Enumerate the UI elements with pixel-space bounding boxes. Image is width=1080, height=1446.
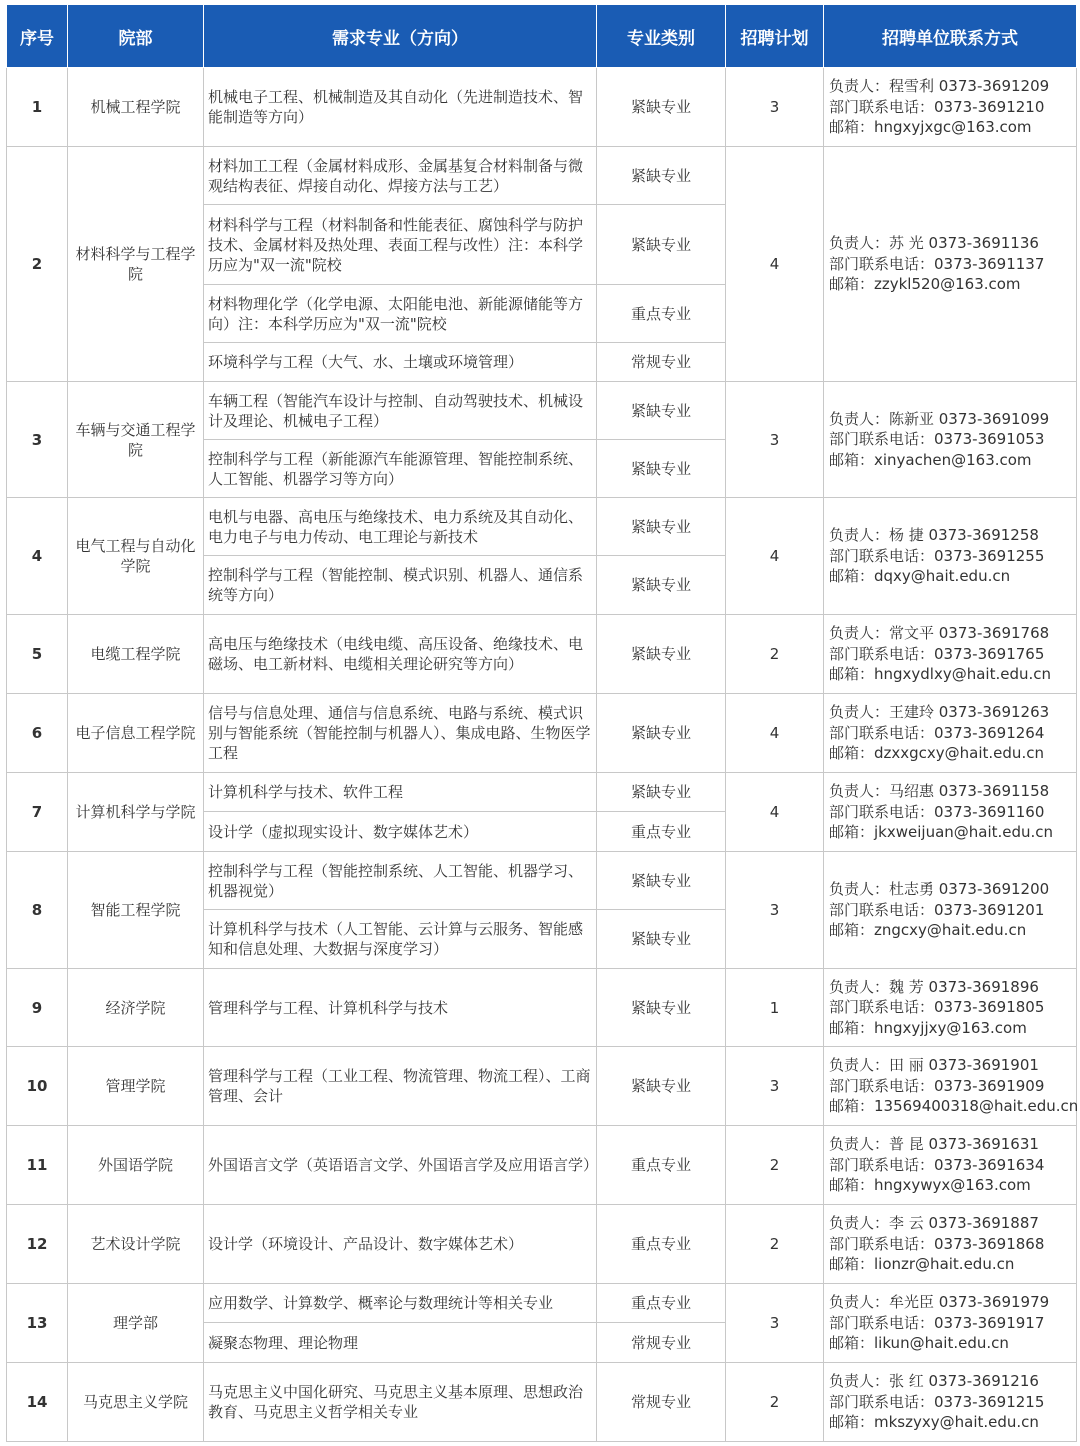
- header-no: 序号: [7, 5, 68, 68]
- contact-dept-phone: 部门联系电话：0373-3691215: [829, 1392, 1045, 1411]
- contact-dept-phone: 部门联系电话：0373-3691053: [829, 430, 1045, 449]
- header-category: 专业类别: [597, 5, 726, 68]
- category-cell: 重点专业: [597, 1126, 726, 1205]
- category-cell: 重点专业: [597, 812, 726, 852]
- major-cell: 外国语言文学（英语语言文学、外国语言学及应用语言学）: [204, 1126, 597, 1205]
- table-row: [7, 694, 1077, 773]
- plan-cell: 3: [726, 1284, 824, 1363]
- contact-dept-phone: 部门联系电话：0373-3691255: [829, 546, 1045, 565]
- department-cell: 理学部: [68, 1284, 204, 1363]
- header-contact: 招聘单位联系方式: [824, 5, 1077, 68]
- contact-dept-phone: 部门联系电话：0373-3691909: [829, 1076, 1045, 1095]
- major-cell: 机械电子工程、机械制造及其自动化（先进制造技术、智能制造等方向）: [204, 68, 597, 147]
- major-cell: 控制科学与工程（智能控制系统、人工智能、机器学习、机器视觉）: [204, 852, 597, 910]
- contact-person: 负责人：程雪利 0373-3691209: [829, 77, 1050, 96]
- major-cell: 管理科学与工程（工业工程、物流管理、物流工程）、工商管理、会计: [204, 1047, 597, 1126]
- contact-dept-phone: 部门联系电话：0373-3691160: [829, 802, 1045, 821]
- contact-email: 邮箱：dqxy@hait.edu.cn: [829, 567, 1011, 586]
- row-number: 14: [7, 1363, 68, 1442]
- department-cell: 材料科学与工程学院: [68, 147, 204, 382]
- category-cell: 紧缺专业: [597, 852, 726, 910]
- plan-cell: 3: [726, 68, 824, 147]
- contact-email: 邮箱：jkxweijuan@hait.edu.cn: [829, 823, 1054, 842]
- category-cell: 紧缺专业: [597, 615, 726, 694]
- contact-person: 负责人：苏 光 0373-3691136: [829, 234, 1039, 253]
- department-cell: 经济学院: [68, 969, 204, 1047]
- plan-cell: 4: [726, 498, 824, 615]
- contact-person: 负责人：马绍惠 0373-3691158: [829, 782, 1050, 801]
- department-cell: 车辆与交通工程学院: [68, 382, 204, 498]
- contact-cell: [824, 969, 1077, 1047]
- contact-person: 负责人：陈新亚 0373-3691099: [829, 409, 1050, 428]
- header-dept: 院部: [68, 5, 204, 68]
- category-cell: 紧缺专业: [597, 147, 726, 205]
- contact-person: 负责人：张 红 0373-3691216: [829, 1372, 1039, 1391]
- category-cell: 紧缺专业: [597, 440, 726, 498]
- category-cell: 紧缺专业: [597, 1047, 726, 1126]
- department-cell: 马克思主义学院: [68, 1363, 204, 1442]
- contact-dept-phone: 部门联系电话：0373-3691868: [829, 1234, 1045, 1253]
- department-cell: 外国语学院: [68, 1126, 204, 1205]
- row-number: 8: [7, 852, 68, 969]
- row-number: 2: [7, 147, 68, 382]
- row-number: 10: [7, 1047, 68, 1126]
- major-cell: 车辆工程（智能汽车设计与控制、自动驾驶技术、机械设计及理论、机械电子工程）: [204, 382, 597, 440]
- department-cell: 机械工程学院: [68, 68, 204, 147]
- contact-person: 负责人：普 昆 0373-3691631: [829, 1135, 1039, 1154]
- contact-cell: [824, 694, 1077, 773]
- plan-cell: 2: [726, 1205, 824, 1284]
- recruitment-table: [6, 4, 1077, 1442]
- table-row: [7, 773, 1077, 812]
- contact-dept-phone: 部门联系电话：0373-3691805: [829, 998, 1045, 1017]
- major-cell: 材料加工工程（金属材料成形、金属基复合材料制备与微观结构表征、焊接自动化、焊接方法与工艺）: [204, 147, 597, 205]
- contact-dept-phone: 部门联系电话：0373-3691917: [829, 1313, 1045, 1332]
- row-number: 13: [7, 1284, 68, 1363]
- contact-dept-phone: 部门联系电话：0373-3691201: [829, 900, 1045, 919]
- major-cell: 马克思主义中国化研究、马克思主义基本原理、思想政治教育、马克思主义哲学相关专业: [204, 1363, 597, 1442]
- table-row: [7, 1284, 1077, 1323]
- contact-dept-phone: 部门联系电话：0373-3691634: [829, 1155, 1045, 1174]
- table-row: [7, 147, 1077, 205]
- plan-cell: 4: [726, 773, 824, 852]
- table-row: [7, 1047, 1077, 1126]
- contact-email: 邮箱：xinyachen@163.com: [829, 450, 1032, 469]
- row-number: 7: [7, 773, 68, 852]
- row-number: 4: [7, 498, 68, 615]
- header-plan: 招聘计划: [726, 5, 824, 68]
- category-cell: 紧缺专业: [597, 68, 726, 147]
- category-cell: 紧缺专业: [597, 382, 726, 440]
- contact-cell: [824, 498, 1077, 615]
- table-row: [7, 1363, 1077, 1442]
- contact-email: 邮箱：hngxydlxy@hait.edu.cn: [829, 665, 1052, 684]
- contact-cell: [824, 773, 1077, 852]
- department-cell: 电气工程与自动化学院: [68, 498, 204, 615]
- major-cell: 信号与信息处理、通信与信息系统、电路与系统、模式识别与智能系统（智能控制与机器人）、集成电路、生物医学工程: [204, 694, 597, 773]
- contact-person: 负责人：田 丽 0373-3691901: [829, 1056, 1039, 1075]
- major-cell: 凝聚态物理、理论物理: [204, 1323, 597, 1363]
- contact-email: 邮箱：mkszyxy@hait.edu.cn: [829, 1413, 1039, 1432]
- plan-cell: 4: [726, 147, 824, 382]
- contact-cell: [824, 1363, 1077, 1442]
- contact-cell: [824, 147, 1077, 382]
- contact-cell: [824, 1126, 1077, 1205]
- header-row: [7, 5, 1077, 68]
- major-cell: 材料科学与工程（材料制备和性能表征、腐蚀科学与防护技术、金属材料及热处理、表面工程与改性）注：本科学历应为"双一流"院校: [204, 205, 597, 285]
- category-cell: 重点专业: [597, 285, 726, 343]
- table-row: [7, 852, 1077, 910]
- major-cell: 环境科学与工程（大气、水、土壤或环境管理）: [204, 343, 597, 382]
- contact-email: 邮箱：hngxyjxgc@163.com: [829, 118, 1032, 137]
- contact-dept-phone: 部门联系电话：0373-3691765: [829, 644, 1045, 663]
- major-cell: 计算机科学与技术（人工智能、云计算与云服务、智能感知和信息处理、大数据与深度学习）: [204, 910, 597, 969]
- category-cell: 紧缺专业: [597, 910, 726, 969]
- category-cell: 常规专业: [597, 1323, 726, 1363]
- table-row: [7, 1205, 1077, 1284]
- table-row: [7, 382, 1077, 440]
- department-cell: 计算机科学与学院: [68, 773, 204, 852]
- contact-person: 负责人：常文平 0373-3691768: [829, 624, 1050, 643]
- table-row: [7, 615, 1077, 694]
- row-number: 12: [7, 1205, 68, 1284]
- plan-cell: 3: [726, 852, 824, 969]
- department-cell: 管理学院: [68, 1047, 204, 1126]
- contact-email: 邮箱：13569400318@hait.edu.cn: [829, 1097, 1079, 1116]
- contact-email: 邮箱：hngxywyx@163.com: [829, 1176, 1031, 1195]
- department-cell: 智能工程学院: [68, 852, 204, 969]
- row-number: 11: [7, 1126, 68, 1205]
- contact-dept-phone: 部门联系电话：0373-3691137: [829, 254, 1045, 273]
- table-row: [7, 969, 1077, 1047]
- major-cell: 材料物理化学（化学电源、太阳能电池、新能源储能等方向）注：本科学历应为"双一流"院校: [204, 285, 597, 343]
- contact-cell: [824, 1047, 1077, 1126]
- category-cell: 紧缺专业: [597, 694, 726, 773]
- plan-cell: 2: [726, 1126, 824, 1205]
- plan-cell: 4: [726, 694, 824, 773]
- contact-email: 邮箱：lionzr@hait.edu.cn: [829, 1255, 1015, 1274]
- category-cell: 紧缺专业: [597, 498, 726, 556]
- contact-cell: [824, 68, 1077, 147]
- plan-cell: 2: [726, 615, 824, 694]
- contact-email: 邮箱：zngcxy@hait.edu.cn: [829, 921, 1027, 940]
- plan-cell: 3: [726, 382, 824, 498]
- contact-dept-phone: 部门联系电话：0373-3691264: [829, 723, 1045, 742]
- major-cell: 控制科学与工程（智能控制、模式识别、机器人、通信系统等方向）: [204, 556, 597, 615]
- major-cell: 电机与电器、高电压与绝缘技术、电力系统及其自动化、电力电子与电力传动、电工理论与新技术: [204, 498, 597, 556]
- plan-cell: 1: [726, 969, 824, 1047]
- department-cell: 电子信息工程学院: [68, 694, 204, 773]
- major-cell: 计算机科学与技术、软件工程: [204, 773, 597, 812]
- table-row: [7, 68, 1077, 147]
- major-cell: 设计学（虚拟现实设计、数字媒体艺术）: [204, 812, 597, 852]
- category-cell: 紧缺专业: [597, 773, 726, 812]
- contact-email: 邮箱：hngxyjjxy@163.com: [829, 1018, 1027, 1037]
- contact-person: 负责人：杨 捷 0373-3691258: [829, 526, 1039, 545]
- contact-person: 负责人：王建玲 0373-3691263: [829, 703, 1050, 722]
- row-number: 3: [7, 382, 68, 498]
- contact-person: 负责人：李 云 0373-3691887: [829, 1214, 1039, 1233]
- contact-email: 邮箱：zzykl520@163.com: [829, 275, 1021, 294]
- category-cell: 常规专业: [597, 343, 726, 382]
- row-number: 9: [7, 969, 68, 1047]
- contact-dept-phone: 部门联系电话：0373-3691210: [829, 97, 1045, 116]
- contact-cell: [824, 852, 1077, 969]
- contact-cell: [824, 615, 1077, 694]
- major-cell: 设计学（环境设计、产品设计、数字媒体艺术）: [204, 1205, 597, 1284]
- department-cell: 电缆工程学院: [68, 615, 204, 694]
- category-cell: 常规专业: [597, 1363, 726, 1442]
- contact-person: 负责人：杜志勇 0373-3691200: [829, 880, 1050, 899]
- contact-email: 邮箱：dzxxgcxy@hait.edu.cn: [829, 744, 1044, 763]
- category-cell: 重点专业: [597, 1284, 726, 1323]
- category-cell: 紧缺专业: [597, 205, 726, 285]
- plan-cell: 2: [726, 1363, 824, 1442]
- major-cell: 管理科学与工程、计算机科学与技术: [204, 969, 597, 1047]
- row-number: 6: [7, 694, 68, 773]
- contact-person: 负责人：魏 芳 0373-3691896: [829, 977, 1039, 996]
- contact-person: 负责人：牟光臣 0373-3691979: [829, 1293, 1050, 1312]
- header-major: 需求专业（方向）: [204, 5, 597, 68]
- major-cell: 高电压与绝缘技术（电线电缆、高压设备、绝缘技术、电磁场、电工新材料、电缆相关理论研究等方向）: [204, 615, 597, 694]
- row-number: 1: [7, 68, 68, 147]
- major-cell: 控制科学与工程（新能源汽车能源管理、智能控制系统、人工智能、机器学习等方向）: [204, 440, 597, 498]
- table-row: [7, 1126, 1077, 1205]
- contact-email: 邮箱：likun@hait.edu.cn: [829, 1334, 1009, 1353]
- contact-cell: [824, 382, 1077, 498]
- major-cell: 应用数学、计算数学、概率论与数理统计等相关专业: [204, 1284, 597, 1323]
- contact-cell: [824, 1284, 1077, 1363]
- category-cell: 紧缺专业: [597, 556, 726, 615]
- category-cell: 重点专业: [597, 1205, 726, 1284]
- row-number: 5: [7, 615, 68, 694]
- contact-cell: [824, 1205, 1077, 1284]
- table-row: [7, 498, 1077, 556]
- plan-cell: 3: [726, 1047, 824, 1126]
- category-cell: 紧缺专业: [597, 969, 726, 1047]
- department-cell: 艺术设计学院: [68, 1205, 204, 1284]
